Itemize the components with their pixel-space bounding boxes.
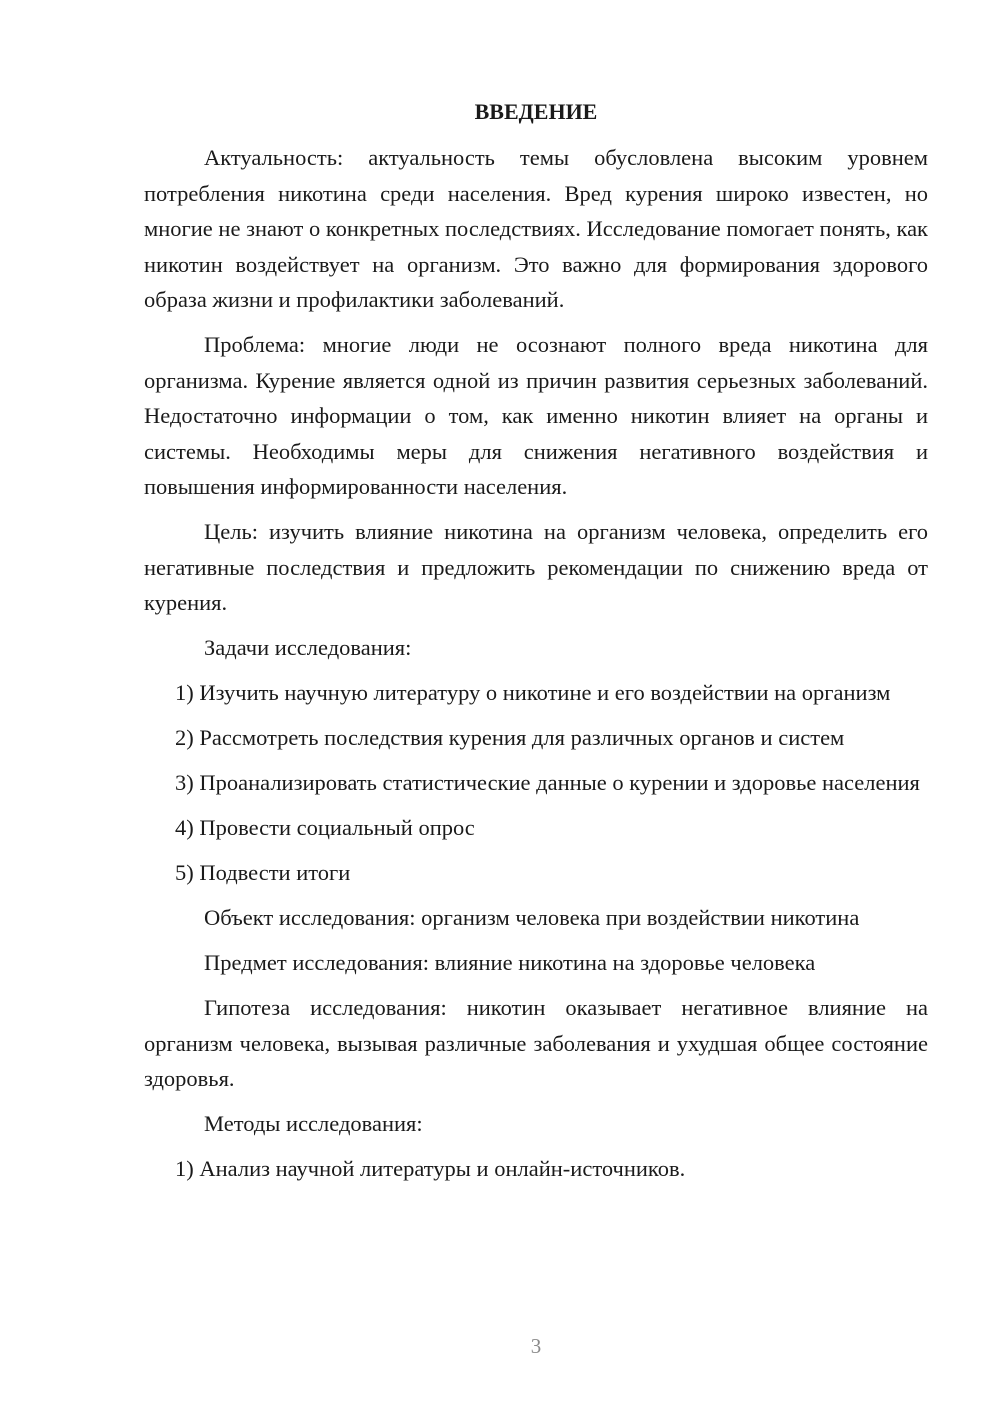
task-item: 4) Провести социальный опрос [175,815,475,840]
goal-paragraph: Цель: изучить влияние никотина на организм человека, определить его негативные последствия и предложить рекомендации по снижению вреда от курения. [144,519,928,615]
method-item: 1) Анализ научной литературы и онлайн-источников. [175,1156,686,1181]
tasks-heading: Задачи исследования: [204,635,412,660]
task-item: 3) Проанализировать статистические данные о курении и здоровье населения [175,770,920,795]
page-title: ВВЕДЕНИЕ [474,99,598,124]
relevance-paragraph: Актуальность: актуальность темы обусловлена высоким уровнем потребления никотина среди населения. Вред курения широко известен, но многие не знают о конкретных последствиях. Исследование помогает понять, как никотин воздействует на организм. Это важно для формирования здорового образа жизни и профилактики заболеваний. [144,145,928,312]
page-number: 3 [530,1334,542,1358]
page-content [144,96,928,1196]
hypothesis-paragraph: Гипотеза исследования: никотин оказывает негативное влияние на организм человека, вызывая различные заболевания и ухудшая общее состояние здоровья. [144,995,928,1091]
problem-paragraph: Проблема: многие люди не осознают полного вреда никотина для организма. Курение является одной из причин развития серьезных заболеваний. Недостаточно информации о том, как именно никотин влияет на органы и системы. Необходимы меры для снижения негативного воздействия и повышения информированности населения. [144,332,928,499]
task-item: 1) Изучить научную литературу о никотине и его воздействии на организм [175,680,891,705]
methods-heading: Методы исследования: [204,1111,423,1136]
task-item: 2) Рассмотреть последствия курения для различных органов и систем [175,725,845,750]
object-paragraph: Объект исследования: организм человека при воздействии никотина [204,905,860,930]
subject-paragraph: Предмет исследования: влияние никотина на здоровье человека [204,950,816,975]
task-item: 5) Подвести итоги [175,860,351,885]
